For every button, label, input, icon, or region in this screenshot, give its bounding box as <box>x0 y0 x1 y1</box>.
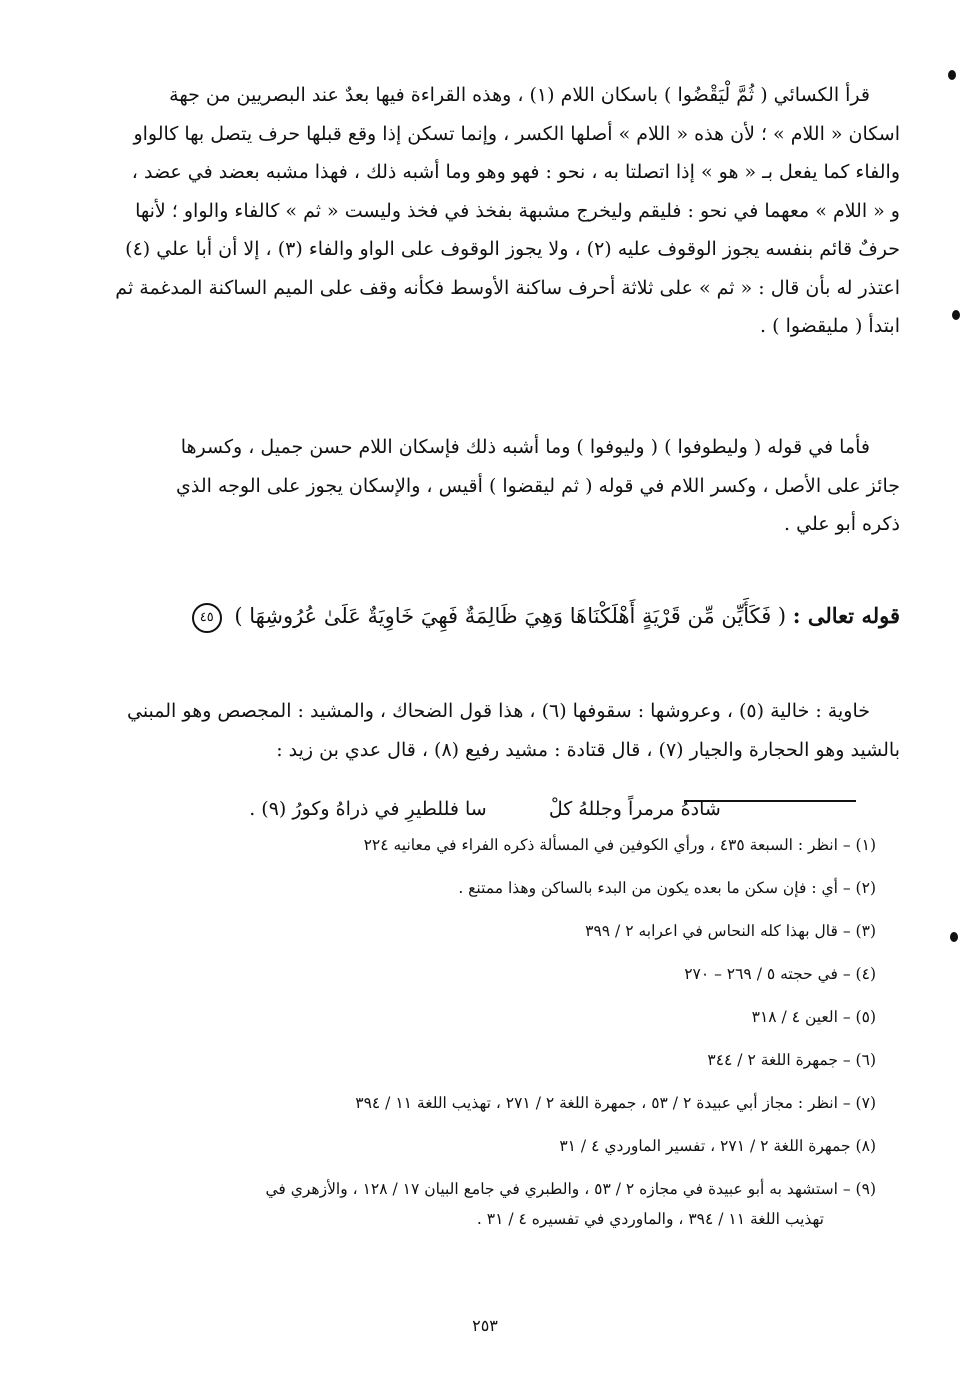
paragraph-line: و « اللام » معهما في نحو : فليقم وليخرج مشبهة بفخذ في فخذ وليست « ثم » كالفاء والواو ؛ لأنها <box>135 199 900 222</box>
footnote <box>76 867 876 910</box>
paragraph-line: اعتذر له بأن قال : « ثم » على ثلاثة أحرف ساكنة الأوسط فكأنه وقف على الميم الساكنة المدغمة ثم <box>115 276 900 299</box>
page-number: ٢٥٣ <box>472 1316 498 1335</box>
paragraph-line: حرفٌ قائم بنفسه يجوز الوقوف عليه (٢) ، ولا يجوز الوقوف على الواو والفاء (٣) ، إلا أن أبا علي (٤) <box>125 238 900 260</box>
paragraph-line: خاوية : خالية (٥) ، وعروشها : سقوفها (٦) ، هذا قول الضحاك ، والمشيد : المجصص وهو المبني <box>126 700 870 722</box>
footnote-text: – قال بهذا كله النحاس في اعرابه ٢ / ٣٩٩ <box>585 922 851 940</box>
footnote <box>76 824 876 867</box>
footnote-number: (٧) <box>855 1094 876 1112</box>
paragraph-qiraa <box>70 76 900 346</box>
paragraph-line: والفاء كما يفعل بـ « هو » إذا اتصلتا به ، نحو : فهو وهو وما أشبه ذلك ، فهذا مشبه بعضد في عضد ، <box>131 161 900 183</box>
footnote-text: – العين ٤ / ٣١٨ <box>751 1008 851 1026</box>
margin-mark-lower <box>950 932 958 942</box>
footnote-text: – انظر : مجاز أبي عبيدة ٢ / ٥٣ ، جمهرة اللغة ٢ / ٢٧١ ، تهذيب اللغة ١١ / ٣٩٤ <box>355 1094 851 1112</box>
paragraph-line: فأما في قوله ( وليطوفوا ) ( وليوفوا ) وما أشبه ذلك فإسكان اللام حسن جميل ، وكسرها <box>180 436 870 458</box>
footnote <box>76 1125 876 1168</box>
footnote-number: (٦) <box>855 1051 876 1069</box>
footnote <box>76 996 876 1039</box>
footnote-separator <box>684 800 856 802</box>
footnote-number: (٤) <box>855 965 876 983</box>
paragraph-line: بالشيد وهو الحجارة والجيار (٧) ، قال قتادة : مشيد رفيع (٨) ، قال عدي بن زيد : <box>276 738 900 761</box>
footnote-text: – انظر : السبعة ٤٣٥ ، ورأي الكوفين في المسألة ذكره الفراء في معانيه ٢٢٤ <box>363 836 851 854</box>
poem-hemistich-first: شادهُ مرمراً وجللهُ كلْ <box>548 798 721 820</box>
footnote <box>76 1082 876 1125</box>
footnote-text: جمهرة اللغة ٢ / ٢٧١ ، تفسير الماوردي ٤ / ٣١ <box>559 1137 851 1155</box>
footnote <box>76 953 876 996</box>
footnote-text: – في حجته ٥ / ٢٦٩ – ٢٧٠ <box>684 965 851 983</box>
verse-text: ( فَكَأَيِّن مِّن قَرْيَةٍ أَهْلَكْنَاهَا وَهِيَ ظَالِمَةٌ فَهِيَ خَاوِيَةٌ عَلَىٰ عُرُوشِهَا ) <box>234 604 787 628</box>
footnote-text: – جمهرة اللغة ٢ / ٣٤٤ <box>707 1051 851 1069</box>
verse-intro: قوله تعالى : <box>792 603 900 628</box>
footnote-number: (٢) <box>855 879 876 897</box>
footnote <box>76 1039 876 1082</box>
footnote-text: – استشهد به أبو عبيدة في مجازه ٢ / ٥٣ ، والطبري في جامع البيان ١٧ / ١٢٨ ، والأزهري في <box>265 1180 851 1198</box>
paragraph-tafsir <box>70 692 900 769</box>
footnote <box>76 1168 876 1234</box>
paragraph-line: اسكان « اللام » ؛ لأن هذه « اللام » أصلها الكسر ، وإنما تسكن إذا وقع قبلها حرف يتصل بها كالواو <box>133 122 900 145</box>
paragraph-line: ذكره أبو علي . <box>784 513 900 535</box>
footnote-text: – أي : فإن سكن ما بعده يكون من البدء بالساكن وهذا ممتنع . <box>458 879 851 897</box>
footnote-number: (٥) <box>855 1008 876 1026</box>
footnote-number: (١) <box>855 836 876 854</box>
paragraph-iskan <box>70 428 900 544</box>
paragraph-line: قرأ الكسائي ( ثُمَّ لْيَقْضُوا ) باسكان اللام (١) ، وهذه القراءة فيها بعدٌ عند البصريين من جهة <box>169 84 870 106</box>
footnotes <box>76 824 876 1234</box>
footnote-continuation: تهذيب اللغة ١١ / ٣٩٤ ، والماوردي في تفسيره ٤ / ٣١ . <box>476 1210 824 1228</box>
poetry-verse <box>70 790 900 828</box>
paragraph-line: جائز على الأصل ، وكسر اللام في قوله ( ثم ليقضوا ) أقيس ، والإسكان يجوز على الوجه الذي <box>176 474 900 497</box>
quran-verse-heading <box>70 596 900 636</box>
footnote <box>76 910 876 953</box>
footnote-number: (٨) <box>855 1137 876 1155</box>
verse-number-medallion: ٤٥ <box>192 603 222 633</box>
poem-hemistich-second: سا فللطيرِ في ذراهُ وكورُ (٩) . <box>249 798 487 820</box>
footnote-number: (٣) <box>855 922 876 940</box>
margin-mark-top <box>948 70 956 80</box>
footnote-number: (٩) <box>855 1180 876 1198</box>
margin-mark-middle <box>952 310 960 320</box>
paragraph-line: ابتدأ ( مليقضوا ) . <box>760 315 900 337</box>
document-page <box>70 60 900 1360</box>
